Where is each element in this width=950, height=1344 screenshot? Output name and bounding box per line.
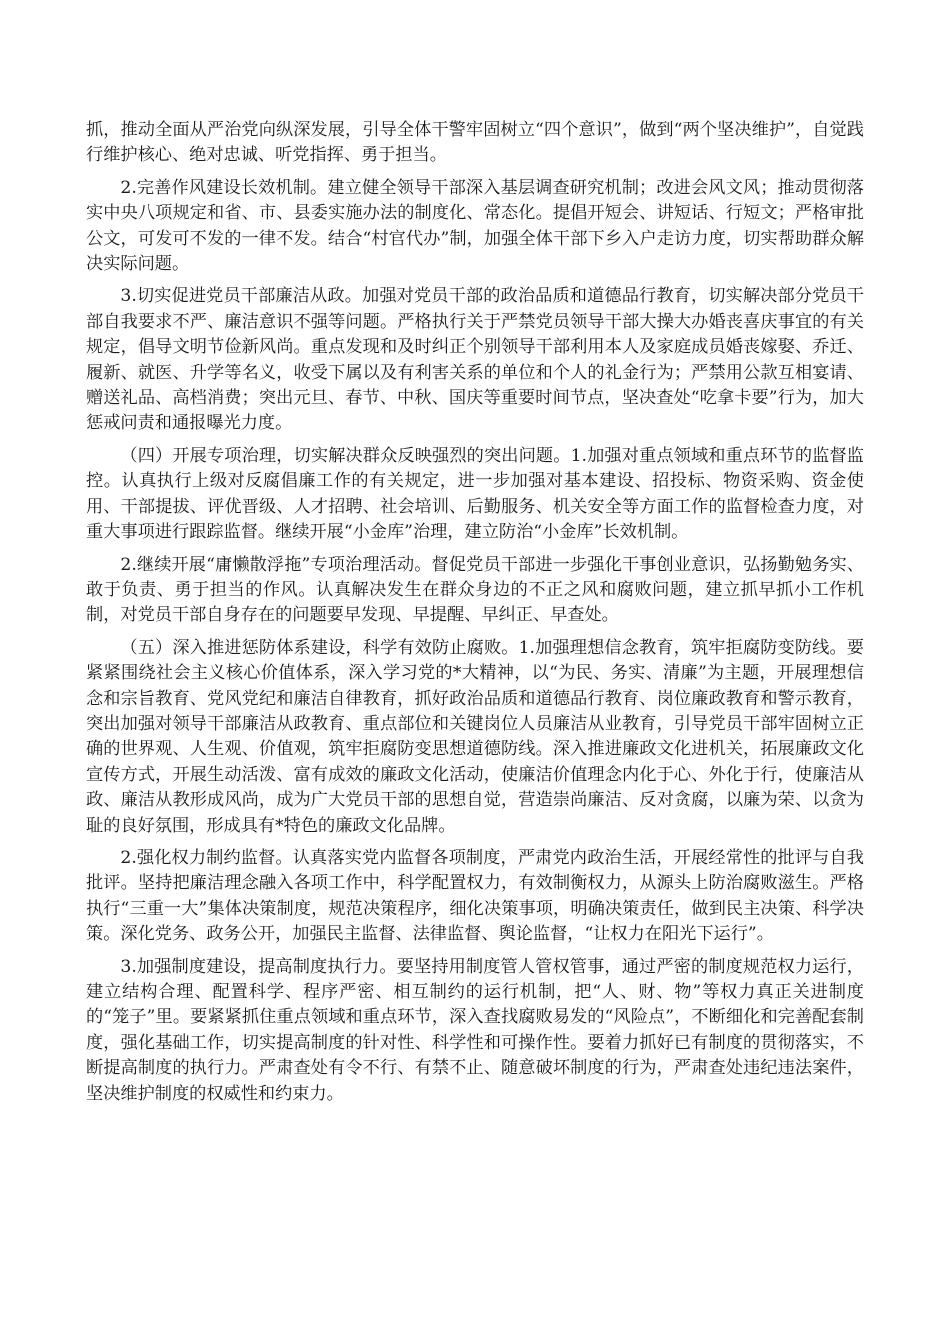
- document-page: [86, 118, 864, 1107]
- paragraph-gap: [86, 546, 864, 553]
- paragraph-gap: [86, 948, 864, 955]
- paragraph-continuation: 抓，推动全面从严治党向纵深发展，引导全体干警牢固树立“四个意识”，做到“两个坚决维护”，自觉践行维护核心、绝对忠诚、听党指挥、勇于担当。: [86, 120, 864, 166]
- paragraph-gap: [86, 277, 864, 284]
- paragraph-special-governance: （四）开展专项治理，切实解决群众反映强烈的突出问题。1.加强对重点领域和重点环节的监督监控。认真执行上级对反腐倡廉工作的有关规定，进一步加强对基本建设、招投标、物资采购、资金使用、干部提拔、评优晋级、人才招聘、社会培训、后勤服务、机关安全等方面工作的监督检查力度，对重大事项进行跟踪监督。继续开展“小金库”治理，建立防治“小金库”长效机制。: [86, 445, 864, 543]
- paragraph-integrity: 3.切实促进党员干部廉洁从政。加强对党员干部的政治品质和道德品行教育，切实解决部分党员干部自我要求不严、廉洁意识不强等问题。严格执行关于严禁党员领导干部大操大办婚丧喜庆事宜的有关规定，倡导文明节俭新风尚。重点发现和及时纠正个别领导干部利用本人及家庭成员婚丧嫁娶、乔迁、履新、就医、升学等名义，收受下属以及有利害关系的单位和个人的礼金行为；严禁用公款互相宴请、赠送礼品、高档消费；突出元旦、春节、中秋、国庆等重要时间节点，坚决查处“吃拿卡要”行为，加大惩戒问责和通报曝光力度。: [86, 286, 864, 434]
- paragraph-campaign: 2.继续开展“庸懒散浮拖”专项治理活动。督促党员干部进一步强化干事创业意识，弘扬勤勉务实、敢于负责、勇于担当的作风。认真解决发生在群众身边的不正之风和腐败问题，建立抓早抓小工作机制，对党员干部自身存在的问题要早发现、早提醒、早纠正、早查处。: [86, 554, 864, 626]
- paragraph-gap: [86, 839, 864, 846]
- paragraph-gap: [86, 169, 864, 176]
- paragraph-gap: [86, 629, 864, 636]
- paragraph-work-style: 2.完善作风建设长效机制。建立健全领导干部深入基层调查研究机制；改进会风文风；推动贯彻落实中央八项规定和省、市、县委实施办法的制度化、常态化。提倡开短会、讲短话、行短文；严格审批公文，可发可不发的一律不发。结合“村官代办”制，加强全体干部下乡入户走访力度，切实帮助群众解决实际问题。: [86, 177, 864, 275]
- paragraph-power-supervision: 2.强化权力制约监督。认真落实党内监督各项制度，严肃党内政治生活，开展经常性的批评与自我批评。坚持把廉洁理念融入各项工作中，科学配置权力，有效制衡权力，从源头上防治腐败滋生。严格执行“三重一大”集体决策制度，规范决策程序，细化决策事项，明确决策责任，做到民主决策、科学决策。深化党务、政务公开，加强民主监督、法律监督、舆论监督，“让权力在阳光下运行”。: [86, 847, 864, 945]
- paragraph-prevention-system: （五）深入推进惩防体系建设，科学有效防止腐败。1.加强理想信念教育，筑牢拒腐防变防线。要紧紧围绕社会主义核心价值体系，深入学习党的*大精神，以“为民、务实、清廉”为主题，开展理想信念和宗旨教育、党风党纪和廉洁自律教育，抓好政治品质和道德品行教育、岗位廉政教育和警示教育，突出加强对领导干部廉洁从政教育、重点部位和关键岗位人员廉洁从业教育，引导党员干部牢固树立正确的世界观、人生观、价值观，筑牢拒腐防变思想道德防线。深入推进廉政文化进机关，拓展廉政文化宣传方式，开展生动活泼、富有成效的廉政文化活动，使廉洁价值理念内化于心、外化于行，使廉洁从政、廉洁从教形成风尚，成为广大党员干部的思想自觉，营造崇尚廉洁、反对贪腐，以廉为荣、以贪为耻的良好氛围，形成具有*特色的廉政文化品牌。: [86, 637, 864, 836]
- paragraph-gap: [86, 437, 864, 444]
- paragraph-institution-building: 3.加强制度建设，提高制度执行力。要坚持用制度管人管权管事，通过严密的制度规范权力运行，建立结构合理、配置科学、程序严密、相互制约的运行机制，把“人、财、物”等权力真正关进制度的“笼子”里。要紧紧抓住重点领域和重点环节，深入查找腐败易发的“风险点”，不断细化和完善配套制度，强化基础工作，切实提高制度的针对性、科学性和可操作性。要着力抓好已有制度的贯彻落实，不断提高制度的执行力。严肃查处有令不行、有禁不止、随意破坏制度的行为，严肃查处违纪违法案件，坚决维护制度的权威性和约束力。: [86, 956, 864, 1104]
